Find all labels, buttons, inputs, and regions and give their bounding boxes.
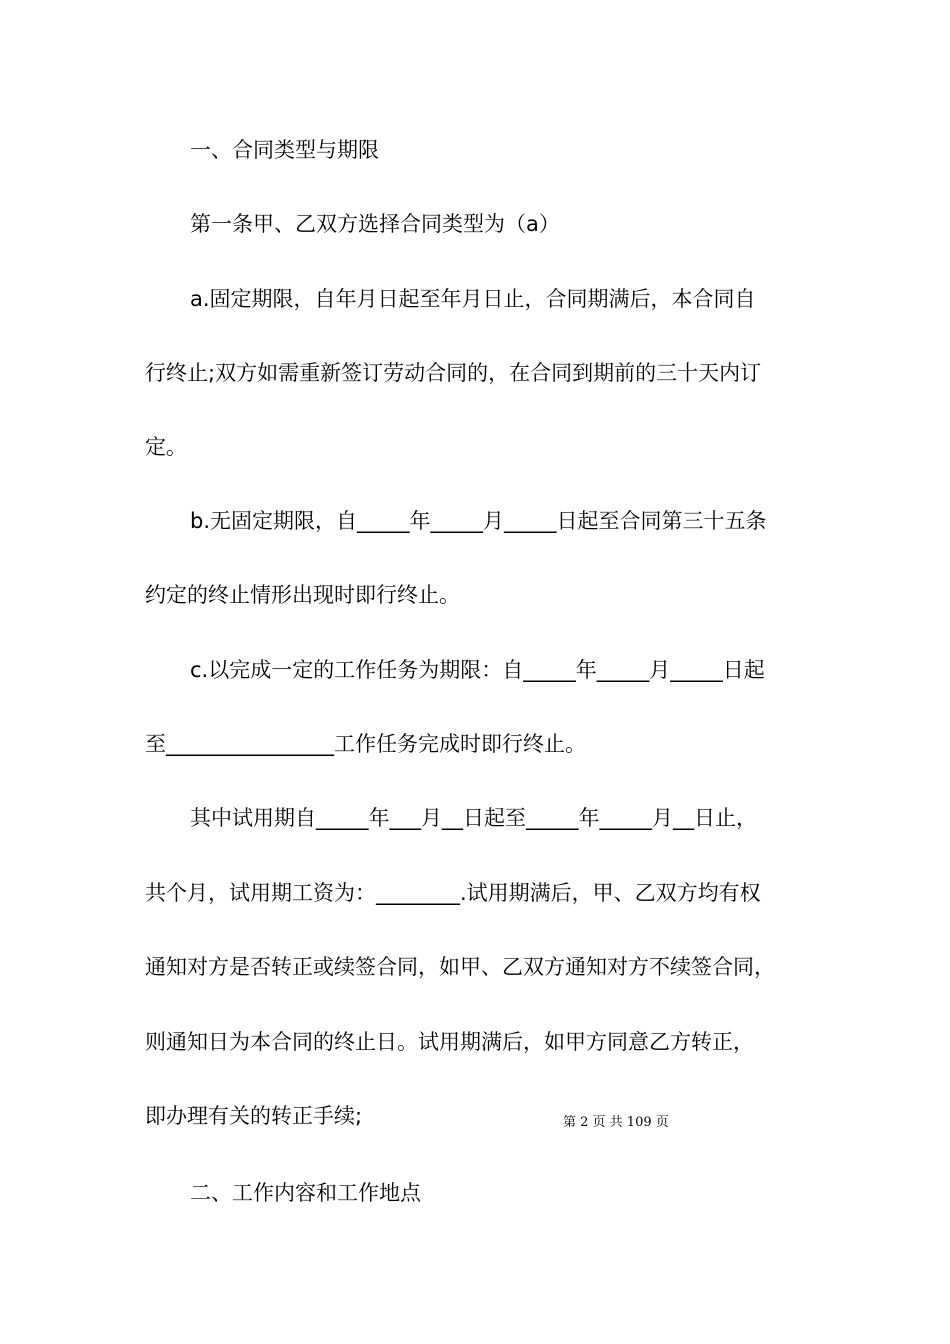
article-1-title: 第一条甲、乙双方选择合同类型为（a）	[190, 212, 560, 236]
page-number: 第 2 页 共 109 页	[563, 1115, 669, 1130]
section-heading-2: 二、工作内容和工作地点	[190, 1181, 421, 1205]
paragraph-line: a.固定期限，自年月日起至年月日止，合同期满后，本合同自	[190, 287, 756, 311]
paragraph-line: 即办理有关的转正手续;	[145, 1104, 363, 1128]
paragraph-line: 约定的终止情形出现时即行终止。	[145, 583, 460, 607]
paragraph-line: 至________________工作任务完成时即行终止。	[145, 732, 586, 756]
paragraph-line: 定。	[145, 435, 187, 459]
paragraph-line: b.无固定期限，自_____年_____月_____日起至合同第三十五条	[190, 509, 767, 533]
paragraph-line: 其中试用期自_____年___月__日起至_____年_____月__日止，	[190, 806, 757, 830]
section-heading-1: 一、合同类型与期限	[190, 138, 379, 162]
paragraph-line: 则通知日为本合同的终止日。试用期满后，如甲方同意乙方转正，	[145, 1030, 754, 1054]
paragraph-line: 行终止;双方如需重新签订劳动合同的，在合同到期前的三十天内订	[145, 361, 762, 385]
paragraph-line: c.以完成一定的工作任务为期限：自_____年_____月_____日起	[190, 658, 765, 682]
paragraph-line: 通知对方是否转正或续签合同，如甲、乙双方通知对方不续签合同，	[145, 955, 775, 979]
paragraph-line: 共个月，试用期工资为：________.试用期满后，甲、乙双方均有权	[145, 881, 761, 905]
